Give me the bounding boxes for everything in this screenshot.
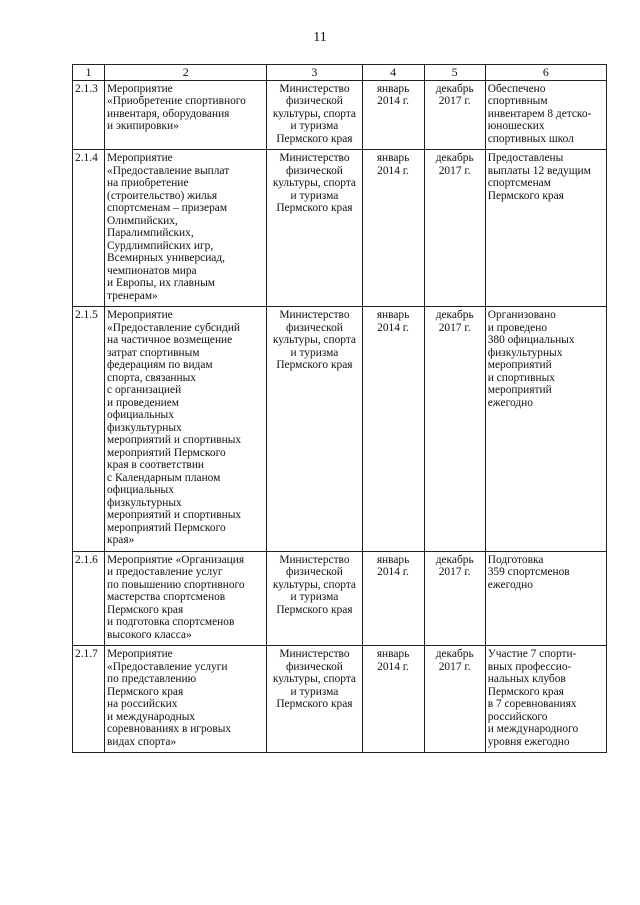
executor-line: и туризма [290,685,339,698]
result-line: Подготовка [487,553,544,566]
start-date-line: 2014 г. [377,321,409,334]
measure-name-line: мероприятий и спортивных [107,434,242,446]
header-cell-5: 5 [424,65,485,81]
result-line: Пермского края [487,685,564,698]
result-line: и международного [487,723,579,735]
result-line: мероприятий [487,359,552,371]
measure-name-line: «Предоставление субсидий [107,321,241,334]
end-date-line: 2017 г. [438,566,471,578]
end-date-cell [424,551,485,646]
measure-name-line: тренерам» [107,289,158,302]
measure-name-line: видах спорта» [107,735,177,748]
measure-name-line: «Предоставление выплат [107,164,230,177]
executor-cell [267,307,362,552]
executor-line: Министерство [279,82,350,95]
end-date-cell [424,80,485,150]
row-number-cell: 2.1.4 [73,150,105,307]
measure-name-line: затрат спортивным [107,346,200,359]
executor-line: физической [285,95,343,107]
start-date-cell [362,646,424,753]
measure-name-line: Всемирных универсиад, [107,252,225,264]
row-number-cell: 2.1.3 [73,80,105,150]
table-header-row [73,65,607,81]
result-cell [485,307,606,552]
start-date-cell [362,551,424,646]
result-line: мероприятий [487,384,552,396]
row-number-cell: 2.1.7 [73,646,105,753]
header-cell-3: 3 [267,65,362,81]
executor-line: физической [285,164,343,177]
measure-name-line: мероприятий и спортивных [107,509,242,521]
measure-name-line: физкультурных [107,421,182,434]
table-row [73,646,607,753]
executor-line: Министерство [279,553,350,566]
result-line: российского [487,710,548,723]
executor-line: и туризма [290,346,339,359]
end-date-line: декабрь [435,553,474,566]
measure-name-line: и Европы, их главным [107,277,215,289]
end-date-line: 2017 г. [438,95,471,107]
start-date-line: январь [376,82,410,95]
header-cell-6: 6 [485,65,606,81]
table-row [73,307,607,552]
result-line: Предоставлены [487,152,564,164]
result-line: Обеспечено [487,82,546,95]
result-line: спортивных школ [487,132,574,145]
measure-name-line: высокого класса» [107,628,192,641]
result-line: Организовано [487,309,556,321]
executor-line: физической [285,321,343,334]
table-row [73,80,607,150]
executor-line: Пермского края [276,202,353,214]
result-line: нальных клубов [487,673,566,685]
end-date-line: 2017 г. [438,660,471,673]
start-date-line: январь [376,648,410,660]
start-date-cell [362,80,424,150]
measures-table [72,64,607,753]
measure-name-line: официальных [107,484,174,496]
start-date-line: 2014 г. [377,95,409,107]
measure-name-line: Мероприятие [107,152,173,164]
measure-name-cell [105,646,267,753]
measure-name-line: мероприятий Пермского [107,446,226,459]
measure-name-line: мастерства спортсменов [107,591,226,603]
end-date-line: декабрь [435,82,474,95]
end-date-line: декабрь [435,152,474,164]
measure-name-line: на приобретение [107,177,189,189]
measure-name-line: и предоставление услуг [107,566,223,578]
measure-name-line: (строительство) жилья [107,189,218,202]
measure-name-cell [105,307,267,552]
measure-name-line: Мероприятие [107,82,173,95]
measure-name-line: Паралимпийских, [107,227,194,239]
header-cell-2: 2 [105,65,267,81]
start-date-line: 2014 г. [377,660,409,673]
executor-line: культуры, спорта [272,107,356,120]
measure-name-line: и подготовка спортсменов [107,616,235,628]
measure-name-line: физкультурных [107,496,182,509]
measure-name-line: по повышению спортивного [107,578,245,591]
measure-name-line: «Предоставление услуги [107,660,228,673]
measure-name-cell [105,80,267,150]
result-line: вных профессио- [487,660,572,673]
executor-line: культуры, спорта [272,177,356,189]
measure-name-line: и международных [107,710,196,723]
header-cell-1: 1 [73,65,105,81]
executor-line: и туризма [290,591,339,603]
executor-line: и туризма [290,120,339,132]
executor-line: Пермского края [276,698,353,710]
end-date-line: 2017 г. [438,164,471,177]
measure-name-line: федерациям по видам [107,359,213,371]
measure-name-line: спорта, связанных [107,371,196,384]
result-line: ежегодно [487,396,533,409]
result-line: выплаты 12 ведущим [487,164,591,177]
measure-name-line: Пермского края [107,603,184,616]
row-number-cell: 2.1.5 [73,307,105,552]
result-line: юношеских [487,120,545,132]
result-line: инвентарем 8 детско- [487,107,592,120]
measure-name-line: «Приобретение спортивного [107,95,246,107]
table-row [73,150,607,307]
result-cell [485,150,606,307]
result-line: Пермского края [487,189,564,202]
end-date-cell [424,646,485,753]
start-date-line: январь [376,152,410,164]
start-date-line: 2014 г. [377,164,409,177]
start-date-line: 2014 г. [377,566,409,578]
measure-name-line: спортсменам – призерам [107,202,228,214]
executor-line: Пермского края [276,132,353,145]
table-row [73,551,607,646]
executor-line: Министерство [279,309,350,321]
header-cell-4: 4 [362,65,424,81]
executor-line: и туризма [290,189,339,202]
measure-name-line: с организацией [107,384,182,396]
measure-name-cell [105,551,267,646]
start-date-line: январь [376,553,410,566]
measure-name-line: Пермского края [107,685,184,698]
start-date-line: январь [376,309,410,321]
end-date-line: декабрь [435,648,474,660]
measure-name-line: Мероприятие [107,309,173,321]
measure-name-line: края в соответствии [107,459,205,471]
measure-name-line: края» [107,534,135,546]
executor-line: Министерство [279,648,350,660]
measure-name-line: официальных [107,409,174,421]
result-line: 359 спортсменов [487,566,570,578]
measure-name-line: мероприятий Пермского [107,521,226,534]
measure-name-cell [105,150,267,307]
executor-line: культуры, спорта [272,578,356,591]
result-line: ежегодно [487,578,533,591]
measure-name-line: на российских [107,698,178,710]
result-line: спортсменам [487,177,551,189]
measure-name-line: чемпионатов мира [107,264,197,277]
measure-name-line: с Календарным планом [107,471,221,484]
executor-line: Министерство [279,152,350,164]
result-cell [485,80,606,150]
executor-line: культуры, спорта [272,334,356,346]
end-date-cell [424,150,485,307]
result-line: в 7 соревнованиях [487,698,577,710]
result-line: и проведено [487,321,548,334]
result-line: и спортивных [487,371,555,384]
start-date-cell [362,307,424,552]
executor-cell [267,646,362,753]
end-date-line: декабрь [435,309,474,321]
executor-cell [267,150,362,307]
page-number: 11 [313,30,327,45]
result-line: 380 официальных [487,334,575,346]
result-line: физкультурных [487,346,563,359]
measure-name-line: Мероприятие [107,648,173,660]
measure-name-line: Олимпийских, [107,214,178,227]
measure-name-line: и экипировки» [107,120,179,132]
result-cell [485,551,606,646]
measure-name-line: и проведением [107,396,180,409]
result-cell [485,646,606,753]
measure-name-line: по представлению [107,673,197,685]
measure-name-line: соревнованиях в игровых [107,723,232,735]
measure-name-line: Мероприятие «Организация [107,553,245,566]
executor-line: Пермского края [276,603,353,616]
executor-line: физической [285,660,343,673]
end-date-cell [424,307,485,552]
result-line: Участие 7 спорти- [487,648,577,660]
result-line: уровня ежегодно [487,735,570,748]
executor-cell [267,80,362,150]
measure-name-line: инвентаря, оборудования [107,107,230,120]
executor-line: физической [285,566,343,578]
end-date-line: 2017 г. [438,321,471,334]
measure-name-line: Сурдлимпийских игр, [107,239,214,252]
start-date-cell [362,150,424,307]
result-line: спортивным [487,95,548,107]
measure-name-line: на частичное возмещение [107,334,233,346]
row-number-cell: 2.1.6 [73,551,105,646]
executor-line: Пермского края [276,359,353,371]
executor-line: культуры, спорта [272,673,356,685]
executor-cell [267,551,362,646]
